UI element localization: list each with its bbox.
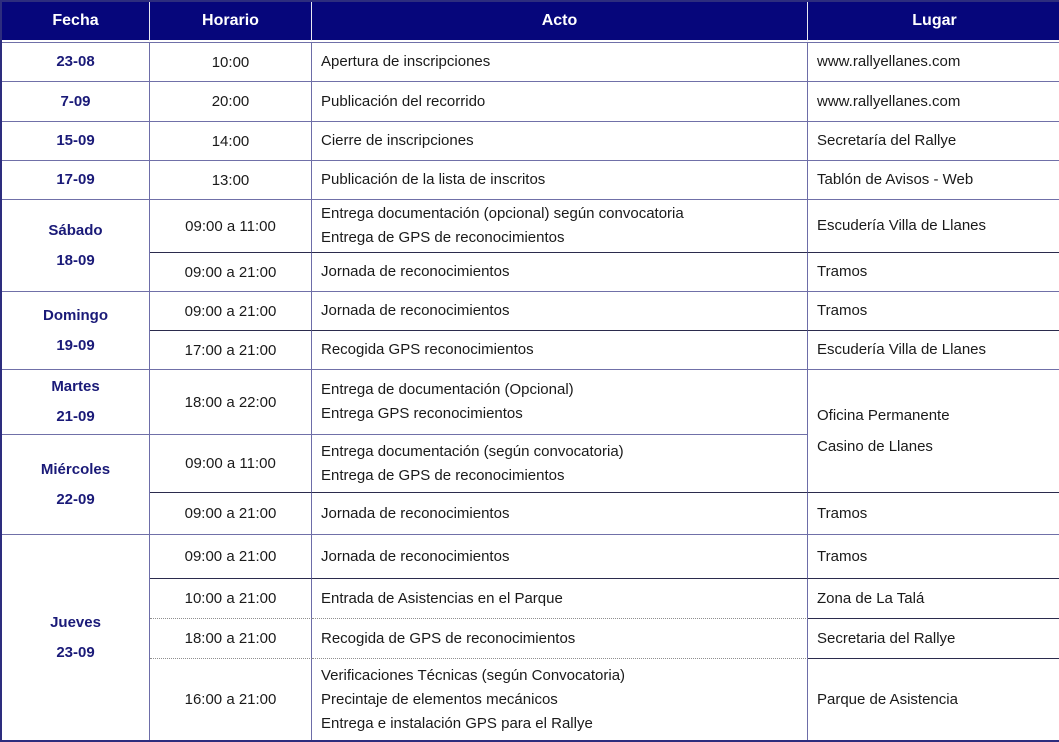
acto-cell: Apertura de inscripciones xyxy=(312,42,808,81)
acto-cell: Recogida GPS reconocimientos xyxy=(312,330,808,369)
lugar-cell: Tramos xyxy=(808,492,1059,534)
table-row xyxy=(2,534,1059,578)
lugar-cell: Tramos xyxy=(808,252,1059,291)
lugar-cell: Escudería Villa de Llanes xyxy=(808,199,1059,252)
fecha-cell: 15-09 xyxy=(2,121,150,160)
acto-cell: Cierre de inscripciones xyxy=(312,121,808,160)
horario-cell: 09:00 a 21:00 xyxy=(150,492,312,534)
acto-cell: Publicación del recorrido xyxy=(312,81,808,121)
lugar-cell: www.rallyellanes.com xyxy=(808,42,1059,81)
column-header-acto: Acto xyxy=(312,2,808,42)
header-row xyxy=(2,2,1059,42)
fecha-cell: 17-09 xyxy=(2,160,150,199)
acto-cell: Entrega documentación (según convocatoria) Entrega de GPS de reconocimientos xyxy=(312,434,808,492)
lugar-cell: Secretaría del Rallye xyxy=(808,121,1059,160)
horario-cell: 09:00 a 21:00 xyxy=(150,534,312,578)
fecha-cell: 7-09 xyxy=(2,81,150,121)
horario-cell: 09:00 a 21:00 xyxy=(150,252,312,291)
horario-cell: 09:00 a 11:00 xyxy=(150,434,312,492)
lugar-cell: Zona de La Talá xyxy=(808,578,1059,618)
fecha-cell: Miércoles 22-09 xyxy=(2,434,150,534)
horario-cell: 10:00 a 21:00 xyxy=(150,578,312,618)
horario-cell: 18:00 a 22:00 xyxy=(150,369,312,434)
horario-cell: 16:00 a 21:00 xyxy=(150,658,312,740)
horario-cell: 18:00 a 21:00 xyxy=(150,618,312,658)
acto-cell: Publicación de la lista de inscritos xyxy=(312,160,808,199)
column-header-fecha: Fecha xyxy=(2,2,150,42)
lugar-cell: Secretaria del Rallye xyxy=(808,618,1059,658)
lugar-cell: Escudería Villa de Llanes xyxy=(808,330,1059,369)
table-row xyxy=(2,42,1059,81)
table-row xyxy=(2,658,1059,740)
acto-cell: Entrega documentación (opcional) según convocatoria Entrega de GPS de reconocimientos xyxy=(312,199,808,252)
acto-cell: Jornada de reconocimientos xyxy=(312,252,808,291)
horario-cell: 14:00 xyxy=(150,121,312,160)
column-header-lugar: Lugar xyxy=(808,2,1059,42)
acto-cell: Entrega de documentación (Opcional) Entrega GPS reconocimientos xyxy=(312,369,808,434)
lugar-cell: Tablón de Avisos - Web xyxy=(808,160,1059,199)
table-row xyxy=(2,121,1059,160)
acto-cell: Recogida de GPS de reconocimientos xyxy=(312,618,808,658)
lugar-cell: Parque de Asistencia xyxy=(808,658,1059,740)
horario-cell: 20:00 xyxy=(150,81,312,121)
fecha-cell: Jueves 23-09 xyxy=(2,534,150,740)
acto-cell: Verificaciones Técnicas (según Convocatoria) Precintaje de elementos mecánicos Entrega e instalación GPS para el Rallye xyxy=(312,658,808,740)
lugar-cell: Tramos xyxy=(808,291,1059,330)
horario-cell: 09:00 a 11:00 xyxy=(150,199,312,252)
acto-cell: Jornada de reconocimientos xyxy=(312,291,808,330)
table-row xyxy=(2,199,1059,252)
table-row xyxy=(2,160,1059,199)
table-row xyxy=(2,330,1059,369)
acto-cell: Jornada de reconocimientos xyxy=(312,492,808,534)
fecha-cell: Sábado 18-09 xyxy=(2,199,150,291)
lugar-cell: Tramos xyxy=(808,534,1059,578)
table-row xyxy=(2,492,1059,534)
horario-cell: 09:00 a 21:00 xyxy=(150,291,312,330)
table-row xyxy=(2,81,1059,121)
acto-cell: Entrada de Asistencias en el Parque xyxy=(312,578,808,618)
table-row xyxy=(2,291,1059,330)
acto-cell: Jornada de reconocimientos xyxy=(312,534,808,578)
table-row xyxy=(2,578,1059,618)
table-row xyxy=(2,618,1059,658)
column-header-horario: Horario xyxy=(150,2,312,42)
lugar-cell: www.rallyellanes.com xyxy=(808,81,1059,121)
fecha-cell: Domingo 19-09 xyxy=(2,291,150,369)
horario-cell: 17:00 a 21:00 xyxy=(150,330,312,369)
table-row xyxy=(2,369,1059,434)
horario-cell: 13:00 xyxy=(150,160,312,199)
table-row xyxy=(2,252,1059,291)
horario-cell: 10:00 xyxy=(150,42,312,81)
lugar-cell: Oficina Permanente Casino de Llanes xyxy=(808,369,1059,492)
fecha-cell: Martes 21-09 xyxy=(2,369,150,434)
fecha-cell: 23-08 xyxy=(2,42,150,81)
